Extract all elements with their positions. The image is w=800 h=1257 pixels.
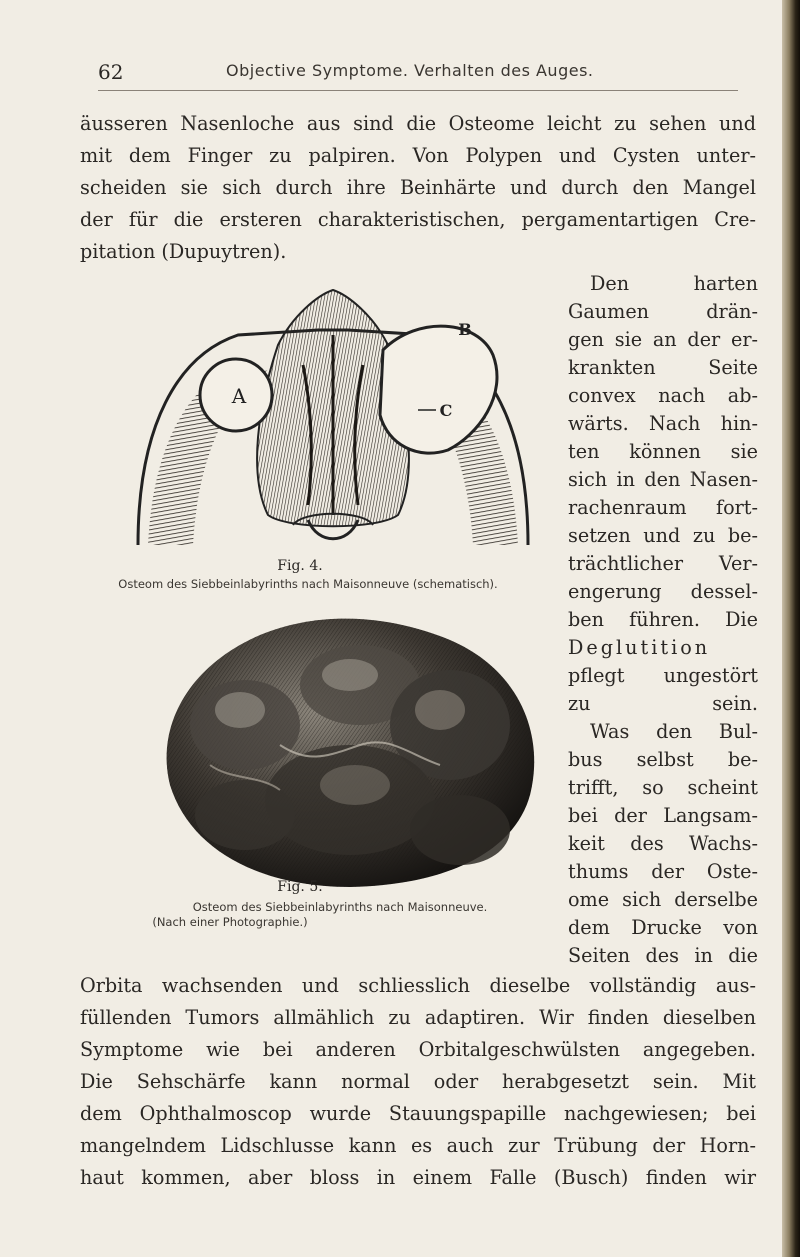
column-line: engerung dessel-	[568, 580, 758, 603]
running-title: Objective Symptome. Verhalten des Auges.	[226, 61, 594, 80]
body-line: Die Sehschärfe kann normal oder herabgesetzt sein. Mit	[80, 1070, 756, 1093]
figure-5-caption: Osteom des Siebbeinlabyrinths nach Maisonneuve.	[192, 900, 488, 914]
figure-5-label: Fig. 5.	[277, 879, 323, 895]
figure-5-caption-source: (Nach einer Photographie.)	[152, 915, 308, 929]
column-line: ben führen. Die	[568, 608, 758, 631]
page-header	[98, 60, 738, 90]
book-spine-shadow	[782, 0, 800, 1257]
figure-4-marker-b: B	[458, 320, 472, 339]
body-line: scheiden sie sich durch ihre Beinhärte und durch den Mangel	[80, 176, 756, 199]
figure-4-label: Fig. 4.	[277, 558, 323, 574]
figure-4-marker-a: A	[231, 384, 247, 408]
column-line: thums der Oste-	[568, 860, 758, 883]
column-line: convex nach ab-	[568, 384, 758, 407]
body-line: Orbita wachsenden und schliesslich dieselbe vollständig aus-	[80, 974, 756, 997]
figure-4-illustration	[118, 275, 548, 565]
column-line: Den harten	[590, 272, 758, 295]
column-line: Seiten des in die	[568, 944, 758, 967]
column-line: bus selbst be-	[568, 748, 758, 771]
column-line: Was den Bul-	[590, 720, 758, 743]
column-line: Gaumen drän-	[568, 300, 758, 323]
column-line: setzen und zu be-	[568, 524, 758, 547]
body-line: mit dem Finger zu palpiren. Von Polypen und Cysten unter-	[80, 144, 756, 167]
body-line: füllenden Tumors allmählich zu adaptiren. Wir finden dieselben	[80, 1006, 756, 1029]
column-line: gen sie an der er-	[568, 328, 758, 351]
column-line: ome sich derselbe	[568, 888, 758, 911]
column-line: zu sein.	[568, 692, 758, 715]
body-line: dem Ophthalmoscop wurde Stauungspapille nachgewiesen; bei	[80, 1102, 756, 1125]
figure-4-marker-c: C	[439, 401, 453, 420]
body-line: pitation (Dupuytren).	[80, 240, 287, 263]
header-rule	[98, 90, 738, 91]
page-number: 62	[98, 60, 124, 84]
body-line: äusseren Nasenloche aus sind die Osteome leicht zu sehen und	[80, 112, 756, 135]
figure-5-illustration	[150, 615, 545, 895]
body-line: der für die ersteren charakteristischen, pergamentartigen Cre-	[80, 208, 756, 231]
body-line: Symptome wie bei anderen Orbitalgeschwülsten angegeben.	[80, 1038, 756, 1061]
figure-4-caption: Osteom des Siebbeinlabyrinths nach Maisonneuve (schematisch).	[118, 577, 498, 591]
column-line: pflegt ungestört	[568, 664, 758, 687]
column-line: dem Drucke von	[568, 916, 758, 939]
column-line: sich in den Nasen-	[568, 468, 758, 491]
figure-5	[150, 615, 545, 895]
body-line: haut kommen, aber bloss in einem Falle (Busch) finden wir	[80, 1166, 756, 1189]
column-line: rachenraum fort-	[568, 496, 758, 519]
column-line: Deglutition	[568, 636, 711, 659]
body-line: mangelndem Lidschlusse kann es auch zur Trübung der Horn-	[80, 1134, 756, 1157]
column-line: krankten Seite	[568, 356, 758, 379]
column-line: trifft, so scheint	[568, 776, 758, 799]
column-line: trächtlicher Ver-	[568, 552, 758, 575]
column-line: ten können sie	[568, 440, 758, 463]
column-line: keit des Wachs-	[568, 832, 758, 855]
column-line: wärts. Nach hin-	[568, 412, 758, 435]
figure-4	[118, 275, 548, 565]
column-line: bei der Langsam-	[568, 804, 758, 827]
